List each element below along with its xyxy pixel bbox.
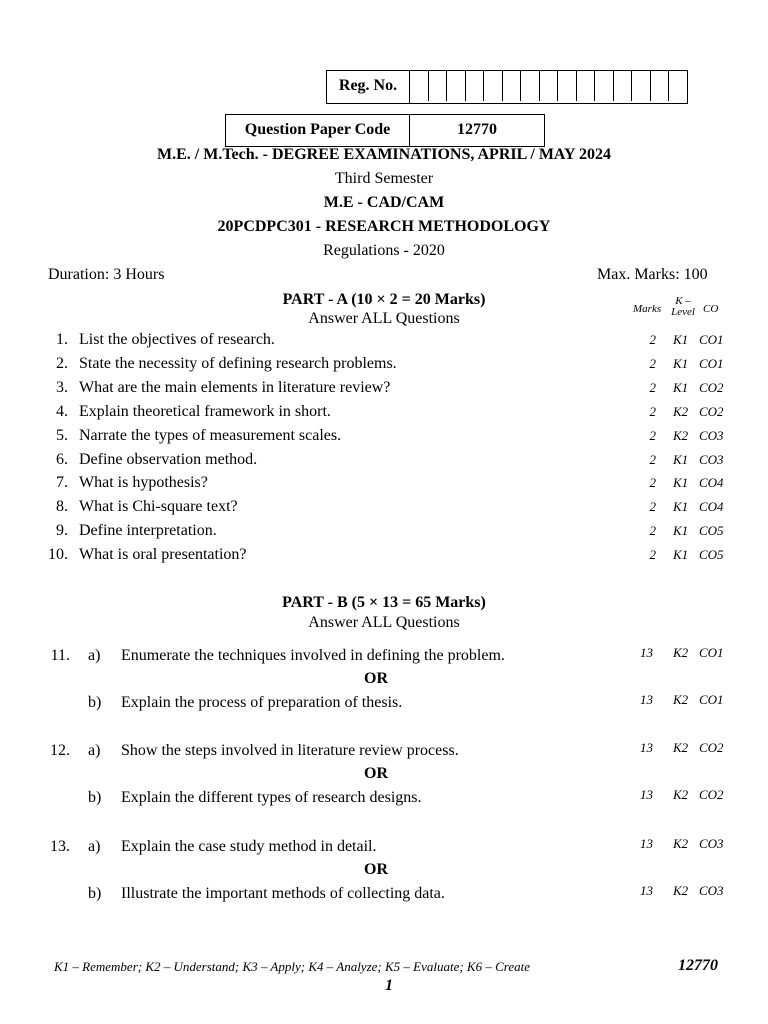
question-marks: 13: [640, 645, 653, 660]
question-number: 11.: [50, 647, 70, 664]
question-marks: 13: [640, 883, 653, 898]
question-co: CO2: [699, 379, 724, 395]
part-b-question-a: [0, 742, 768, 766]
exam-title: M.E. / M.Tech. - DEGREE EXAMINATIONS, APRIL / MAY 2024: [157, 146, 611, 163]
question-co: CO5: [699, 547, 724, 563]
question-co: CO2: [699, 740, 724, 755]
question-text: Show the steps involved in literature review process.: [121, 742, 459, 759]
reg-no-digit-cell: [503, 71, 522, 101]
question-text: Explain the process of preparation of thesis.: [121, 694, 403, 711]
duration: Duration: 3 Hours: [48, 266, 165, 283]
question-co: CO5: [699, 523, 724, 539]
or-separator: OR: [364, 861, 388, 878]
column-header-co: CO: [703, 303, 719, 315]
question-co: CO4: [699, 499, 724, 515]
question-paper-code-value: 12770: [457, 121, 497, 138]
part-b-question-a: [0, 838, 768, 862]
reg-no-digit-cell: [558, 71, 577, 101]
reg-no-digit-cell: [614, 71, 633, 101]
question-k-level: K1: [673, 451, 689, 467]
regulations: Regulations - 2020: [323, 242, 445, 259]
reg-no-digit-cell: [410, 71, 429, 101]
question-text: What is oral presentation?: [79, 546, 247, 564]
question-marks: 2: [649, 547, 656, 563]
question-k-level: K2: [673, 692, 689, 707]
question-co: CO3: [699, 451, 724, 467]
question-marks: 13: [640, 740, 653, 755]
question-co: CO4: [699, 475, 724, 491]
page-number: 1: [385, 977, 393, 994]
reg-no-digit-cell: [540, 71, 559, 101]
question-text: Explain theoretical framework in short.: [79, 402, 331, 420]
question-text: What is Chi-square text?: [79, 498, 238, 516]
course-title: 20PCDPC301 - RESEARCH METHODOLOGY: [217, 218, 551, 235]
part-a-question: [0, 474, 768, 498]
question-co: CO3: [699, 836, 724, 851]
k-level-legend: K1 – Remember; K2 – Understand; K3 – Apply; K4 – Analyze; K5 – Evaluate; K6 – Create: [54, 959, 531, 974]
reg-no-digit-cell: [577, 71, 596, 101]
reg-no-digit-cell: [651, 71, 670, 101]
part-a-title: PART - A (10 × 2 = 20 Marks): [282, 291, 486, 308]
reg-no-digit-cell: [595, 71, 614, 101]
question-number: 8.: [56, 498, 68, 516]
question-k-level: K2: [673, 740, 689, 755]
question-text: Explain the case study method in detail.: [121, 838, 377, 855]
reg-no-digit-cell: [669, 71, 687, 101]
part-b-title: PART - B (5 × 13 = 65 Marks): [282, 594, 486, 611]
question-marks: 2: [649, 379, 656, 395]
question-marks: 2: [649, 499, 656, 515]
question-text: Narrate the types of measurement scales.: [79, 426, 342, 444]
question-marks: 13: [640, 692, 653, 707]
question-text: Define interpretation.: [79, 522, 217, 540]
question-number: 5.: [56, 426, 68, 444]
question-k-level: K1: [673, 547, 689, 563]
sub-question-label: a): [88, 838, 101, 855]
k-level-bottom: Level: [671, 306, 695, 318]
part-b-instruction: Answer ALL Questions: [308, 614, 460, 631]
question-k-level: K1: [673, 499, 689, 515]
sub-question-label: b): [88, 885, 102, 902]
question-number: 3.: [56, 378, 68, 396]
question-co: CO1: [699, 692, 724, 707]
reg-no-digit-cell: [447, 71, 466, 101]
reg-no-label: Reg. No.: [327, 71, 410, 103]
sub-question-label: a): [88, 742, 101, 759]
question-co: CO1: [699, 355, 724, 371]
question-number: 9.: [56, 522, 68, 540]
question-k-level: K1: [673, 355, 689, 371]
question-marks: 2: [649, 451, 656, 467]
question-co: CO3: [699, 427, 724, 443]
question-text: Explain the different types of research designs.: [121, 789, 422, 806]
footer-code: 12770: [678, 957, 718, 974]
reg-no-cells: [410, 71, 687, 103]
question-number: 12.: [50, 742, 70, 759]
part-a-question: [0, 379, 768, 403]
part-a-question: [0, 403, 768, 427]
sub-question-label: b): [88, 694, 102, 711]
question-text: Illustrate the important methods of collecting data.: [121, 885, 445, 902]
question-text: Define observation method.: [79, 450, 258, 468]
question-paper-code-label: Question Paper Code: [226, 115, 410, 146]
question-number: 7.: [56, 474, 68, 492]
semester: Third Semester: [334, 170, 434, 187]
question-k-level: K1: [673, 332, 689, 347]
question-k-level: K2: [673, 787, 689, 802]
question-number: 10.: [48, 546, 68, 564]
question-co: CO1: [699, 332, 724, 347]
part-b-question-b: [0, 885, 768, 909]
question-marks: 13: [640, 787, 653, 802]
question-text: What is hypothesis?: [79, 474, 208, 492]
question-number: 6.: [56, 450, 68, 468]
part-a-instruction: Answer ALL Questions: [308, 310, 460, 327]
reg-no-box: [326, 70, 688, 104]
question-k-level: K1: [673, 523, 689, 539]
part-a-question: [0, 522, 768, 546]
question-co: CO2: [699, 403, 724, 419]
question-marks: 2: [649, 355, 656, 371]
reg-no-digit-cell: [466, 71, 485, 101]
question-text: State the necessity of defining research problems.: [79, 354, 397, 372]
question-marks: 13: [640, 836, 653, 851]
question-k-level: K1: [673, 379, 689, 395]
or-separator: OR: [364, 670, 388, 687]
question-marks: 2: [649, 523, 656, 539]
max-marks: Max. Marks: 100: [597, 266, 708, 283]
reg-no-digit-cell: [632, 71, 651, 101]
question-marks: 2: [649, 403, 656, 419]
column-header-marks: Marks: [633, 303, 662, 315]
part-b-question-b: [0, 789, 768, 813]
part-a-question: [0, 331, 768, 355]
question-marks: 2: [649, 475, 656, 491]
question-co: CO2: [699, 787, 724, 802]
question-co: CO1: [699, 645, 724, 660]
part-a-question: [0, 355, 768, 379]
reg-no-digit-cell: [521, 71, 540, 101]
reg-no-digit-cell: [484, 71, 503, 101]
question-k-level: K2: [673, 427, 689, 443]
question-number: 4.: [56, 402, 68, 420]
part-a-question: [0, 498, 768, 522]
question-k-level: K1: [673, 475, 689, 491]
question-marks: 2: [649, 332, 656, 347]
part-b-question-a: [0, 647, 768, 671]
sub-question-label: a): [88, 647, 101, 664]
or-separator: OR: [364, 765, 388, 782]
question-text: List the objectives of research.: [79, 331, 275, 348]
part-a-question: [0, 451, 768, 475]
question-text: What are the main elements in literature review?: [79, 378, 391, 396]
k-level-top: K –: [675, 295, 691, 307]
question-marks: 2: [649, 427, 656, 443]
reg-no-digit-cell: [429, 71, 448, 101]
question-co: CO3: [699, 883, 724, 898]
question-number: 2.: [56, 354, 68, 372]
part-b-question-b: [0, 694, 768, 718]
question-k-level: K2: [673, 645, 689, 660]
part-a-question: [0, 427, 768, 451]
branch: M.E - CAD/CAM: [323, 194, 445, 211]
question-number: 13.: [50, 838, 70, 855]
sub-question-label: b): [88, 789, 102, 806]
question-paper-code-box: [225, 114, 545, 147]
question-k-level: K2: [673, 836, 689, 851]
part-a-question: [0, 546, 768, 570]
column-header-k-level: [670, 296, 696, 318]
question-number: 1.: [56, 331, 68, 348]
question-k-level: K2: [673, 883, 689, 898]
question-k-level: K2: [673, 403, 689, 419]
question-text: Enumerate the techniques involved in defining the problem.: [121, 647, 505, 664]
